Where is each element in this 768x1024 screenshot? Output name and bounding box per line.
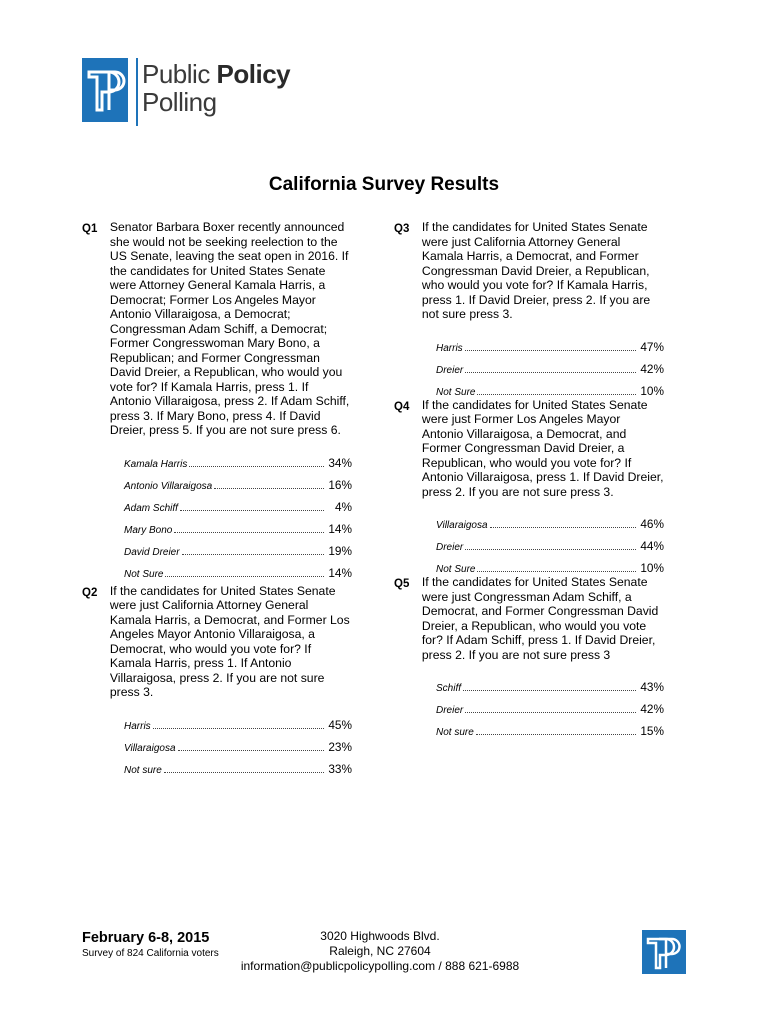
answer-value: 34% bbox=[328, 455, 352, 470]
answer-row bbox=[124, 536, 352, 558]
brand-name bbox=[142, 60, 290, 116]
answer-label: Antonio Villaraigosa bbox=[124, 480, 213, 492]
answer-row bbox=[436, 553, 664, 575]
leader-dots bbox=[463, 690, 636, 691]
leader-dots bbox=[477, 571, 636, 572]
answer-row bbox=[124, 732, 352, 754]
address-line-2: Raleigh, NC 27604 bbox=[329, 944, 431, 958]
leader-dots bbox=[165, 576, 324, 577]
answer-row bbox=[436, 332, 664, 354]
answer-value: 10% bbox=[640, 383, 664, 398]
answer-row bbox=[436, 672, 664, 694]
question-number: Q4 bbox=[394, 400, 410, 413]
answer-label: Not Sure bbox=[124, 568, 164, 580]
answer-value: 16% bbox=[328, 477, 352, 492]
question-number: Q3 bbox=[394, 223, 410, 235]
answer-label: Not sure bbox=[436, 727, 474, 738]
answer-label: David Dreier bbox=[124, 546, 180, 558]
answer-list bbox=[124, 710, 352, 776]
answer-label: Dreier bbox=[436, 705, 464, 716]
survey-date: February 6-8, 2015 bbox=[82, 930, 210, 946]
contact-address bbox=[230, 929, 530, 974]
answer-value: 44% bbox=[640, 539, 664, 553]
leader-dots bbox=[182, 554, 324, 555]
answer-value: 23% bbox=[328, 739, 352, 754]
answer-row bbox=[124, 754, 352, 776]
answer-value: 14% bbox=[328, 565, 352, 580]
answer-label: Not Sure bbox=[436, 386, 476, 398]
answer-label: Not Sure bbox=[436, 564, 476, 575]
answer-row bbox=[436, 354, 664, 376]
answer-label: Schiff bbox=[436, 683, 462, 694]
answer-list bbox=[436, 672, 664, 738]
ppp-logo-icon bbox=[642, 930, 686, 974]
answer-value: 42% bbox=[640, 702, 664, 716]
leader-dots bbox=[477, 394, 636, 395]
leader-dots bbox=[164, 772, 324, 773]
answer-label: Villaraigosa bbox=[436, 520, 488, 531]
right-column bbox=[394, 220, 664, 738]
leader-dots bbox=[465, 372, 636, 373]
answer-value: 19% bbox=[328, 543, 352, 558]
answer-value: 42% bbox=[640, 361, 664, 376]
leader-dots bbox=[178, 750, 324, 751]
address-line-1: 3020 Highwoods Blvd. bbox=[320, 929, 440, 943]
question-number: Q5 bbox=[394, 578, 410, 590]
answer-value: 15% bbox=[640, 724, 664, 738]
question-q3 bbox=[394, 220, 664, 398]
answer-value: 46% bbox=[640, 517, 664, 531]
leader-dots bbox=[174, 532, 324, 533]
ppp-logo-icon bbox=[82, 58, 128, 122]
answer-value: 47% bbox=[640, 339, 664, 354]
answer-label: Villaraigosa bbox=[124, 742, 176, 754]
answer-row bbox=[124, 514, 352, 536]
answer-list bbox=[436, 509, 664, 575]
answer-label: Dreier bbox=[436, 542, 464, 553]
question-text: If the candidates for United States Senate were just Former Los Angeles Mayor Antonio Villaraigosa, a Democrat, and Former Congressman David Dreier, a Republican, who would you vote for? If Antonio Villaraigosa, press 1. If David Dreier, press 2. If you are not sure press 3. bbox=[421, 397, 664, 499]
answer-value: 43% bbox=[640, 680, 664, 694]
answer-row bbox=[124, 470, 352, 492]
question-text: Senator Barbara Boxer recently announced she would not be seeking reelection to the US Senate, leaving the seat open in 2016. If the candidates for United States Senate were Attorney General Kamala Harris, a Democrat; Former Los Angeles Mayor Antonio Villaraigosa, a Democrat; Congressman Adam Schiff, a Democrat; Former Congresswoman Mary Bono, a Republican; and Former Congressman David Dreier, a Republican, who would you vote for? If Kamala Harris, press 1. If Antonio Villaraigosa, press 2. If Adam Schiff, press 3. If Mary Bono, press 4. If David Dreier, press 5. If you are not sure press 6. bbox=[109, 220, 350, 437]
question-q5 bbox=[394, 575, 664, 738]
leader-dots bbox=[214, 488, 324, 489]
brand-name-light: Public bbox=[142, 59, 217, 89]
left-column bbox=[82, 220, 352, 776]
question-q1 bbox=[82, 220, 352, 580]
answer-row bbox=[436, 509, 664, 531]
question-q4 bbox=[394, 398, 664, 576]
answer-label: Adam Schiff bbox=[124, 502, 178, 514]
answer-value: 45% bbox=[328, 717, 352, 732]
leader-dots bbox=[465, 350, 636, 351]
contact-info: information@publicpolicypolling.com / 888 621-6988 bbox=[240, 959, 520, 973]
leader-dots bbox=[180, 510, 324, 511]
question-q2 bbox=[82, 584, 352, 776]
brand-name-line2: Polling bbox=[142, 87, 217, 117]
answer-row bbox=[124, 492, 352, 514]
leader-dots bbox=[465, 712, 636, 713]
answer-label: Harris bbox=[436, 342, 463, 354]
answer-value: 4% bbox=[334, 499, 352, 514]
question-text: If the candidates for United States Senate were just Congressman Adam Schiff, a Democrat, and Former Congressman David Dreier, a Republican, who would you vote for? If Adam Schiff, press 1. If David Dreier, press 2. If you are not sure press 3 bbox=[421, 575, 659, 662]
answer-value: 33% bbox=[328, 761, 352, 776]
answer-row bbox=[436, 531, 664, 553]
brand-name-bold: Policy bbox=[216, 59, 291, 89]
survey-sample: Survey of 824 California voters bbox=[82, 948, 219, 959]
answer-label: Not sure bbox=[124, 764, 162, 776]
question-number: Q1 bbox=[82, 223, 98, 235]
answer-label: Dreier bbox=[436, 364, 464, 376]
answer-label: Mary Bono bbox=[124, 524, 173, 536]
answer-list bbox=[436, 332, 664, 398]
question-text: If the candidates for United States Senate were just California Attorney General Kamala Harris, a Democrat, and Former Congressman David Dreier, a Republican, who would you vote for? If Kamala Harris, press 1. If David Dreier, press 2. If you are not sure press 3. bbox=[421, 220, 651, 321]
answer-label: Kamala Harris bbox=[124, 458, 188, 470]
leader-dots bbox=[189, 466, 324, 467]
answer-value: 10% bbox=[640, 561, 664, 575]
answer-row bbox=[124, 710, 352, 732]
leader-dots bbox=[153, 728, 324, 729]
answer-label: Harris bbox=[124, 720, 151, 732]
question-text: If the candidates for United States Senate were just California Attorney General Kamala Harris, a Democrat, and Former Los Angeles Mayor Antonio Villaraigosa, a Democrat, who would you vote for? If Kamala Harris, press 1. If Antonio Villaraigosa, press 2. If you are not sure press 3. bbox=[109, 583, 350, 699]
leader-dots bbox=[490, 527, 636, 528]
leader-dots bbox=[476, 734, 636, 735]
answer-row bbox=[436, 376, 664, 398]
answer-row bbox=[436, 716, 664, 738]
answer-row bbox=[124, 448, 352, 470]
answer-row bbox=[436, 694, 664, 716]
page-title: California Survey Results bbox=[268, 174, 500, 195]
leader-dots bbox=[465, 549, 636, 550]
logo-divider bbox=[136, 58, 138, 126]
question-number: Q2 bbox=[82, 586, 98, 599]
answer-row bbox=[124, 558, 352, 580]
brand-logo bbox=[82, 58, 290, 126]
answer-value: 14% bbox=[328, 521, 352, 536]
answer-list bbox=[124, 448, 352, 580]
